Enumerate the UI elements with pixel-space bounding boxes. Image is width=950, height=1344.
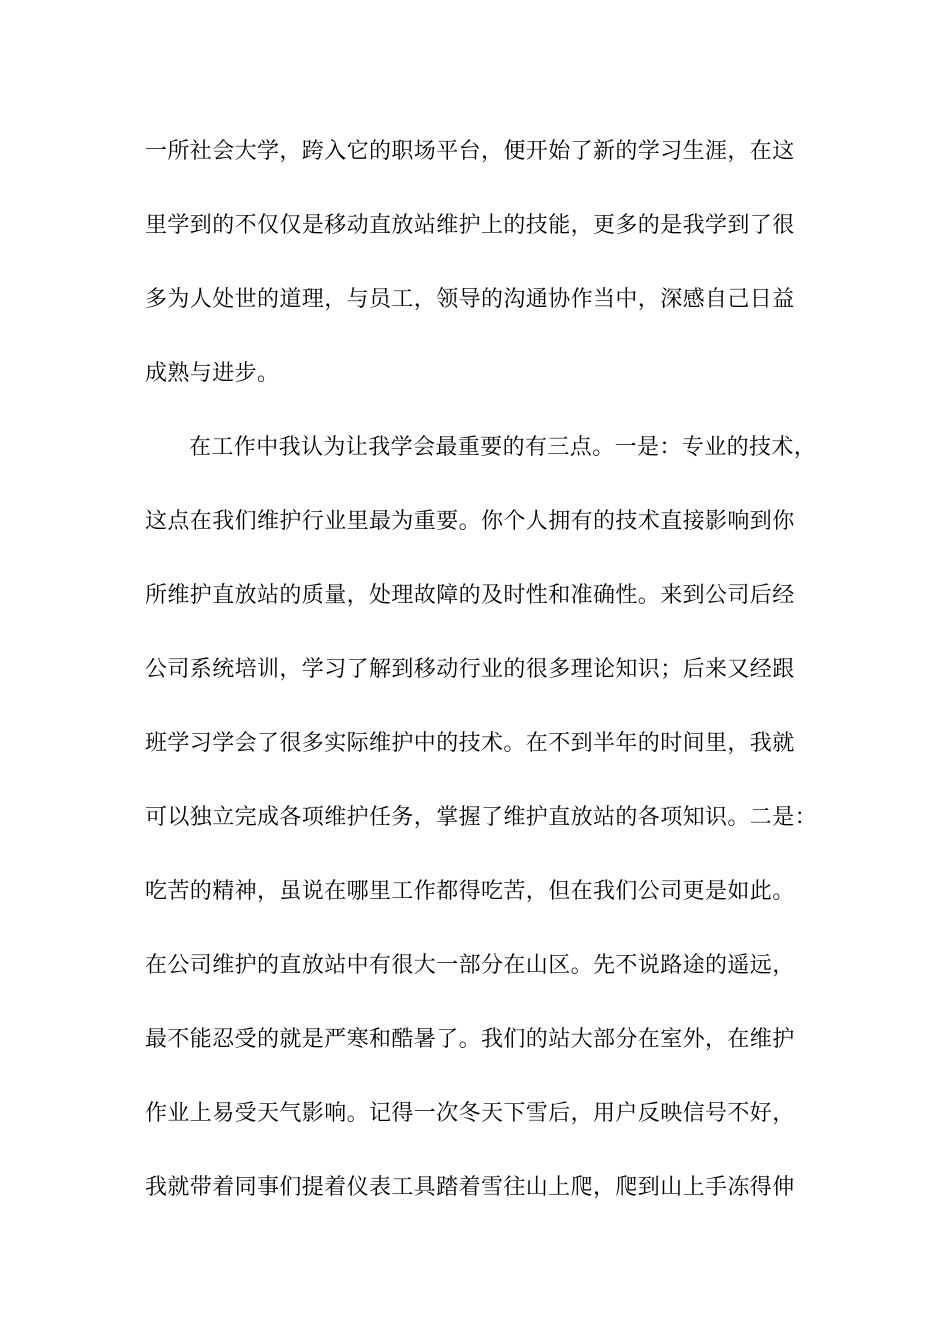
text-line: 成熟与进步。	[145, 361, 280, 386]
text-line: 在公司维护的直放站中有很大一部分在山区。先不说路途的遥远，	[145, 953, 795, 978]
text-line: 里学到的不仅仅是移动直放站维护上的技能，更多的是我学到了很	[145, 213, 795, 238]
text-line: 公司系统培训，学习了解到移动行业的很多理论知识；后来又经跟	[145, 657, 795, 682]
text-line: 班学习学会了很多实际维护中的技术。在不到半年的时间里，我就	[145, 731, 795, 756]
text-line: 可以独立完成各项维护任务，掌握了维护直放站的各项知识。二是：	[145, 805, 818, 830]
text-line: 我就带着同事们提着仪表工具踏着雪往山上爬，爬到山上手冻得伸	[145, 1175, 795, 1200]
text-line: 多为人处世的道理，与员工，领导的沟通协作当中，深感自己日益	[145, 287, 795, 312]
text-line: 作业上易受天气影响。记得一次冬天下雪后，用户反映信号不好，	[145, 1101, 795, 1126]
text-line: 所维护直放站的质量，处理故障的及时性和准确性。来到公司后经	[145, 583, 795, 608]
text-line: 这点在我们维护行业里最为重要。你个人拥有的技术直接影响到你	[145, 509, 795, 534]
text-line: 最不能忍受的就是严寒和酷暑了。我们的站大部分在室外，在维护	[145, 1027, 795, 1052]
text-line: 一所社会大学，跨入它的职场平台，便开始了新的学习生涯，在这	[145, 139, 795, 164]
paragraph-first-line: 在工作中我认为让我学会最重要的有三点。一是：专业的技术，	[189, 435, 817, 460]
text-line: 吃苦的精神，虽说在哪里工作都得吃苦，但在我们公司更是如此。	[145, 879, 795, 904]
